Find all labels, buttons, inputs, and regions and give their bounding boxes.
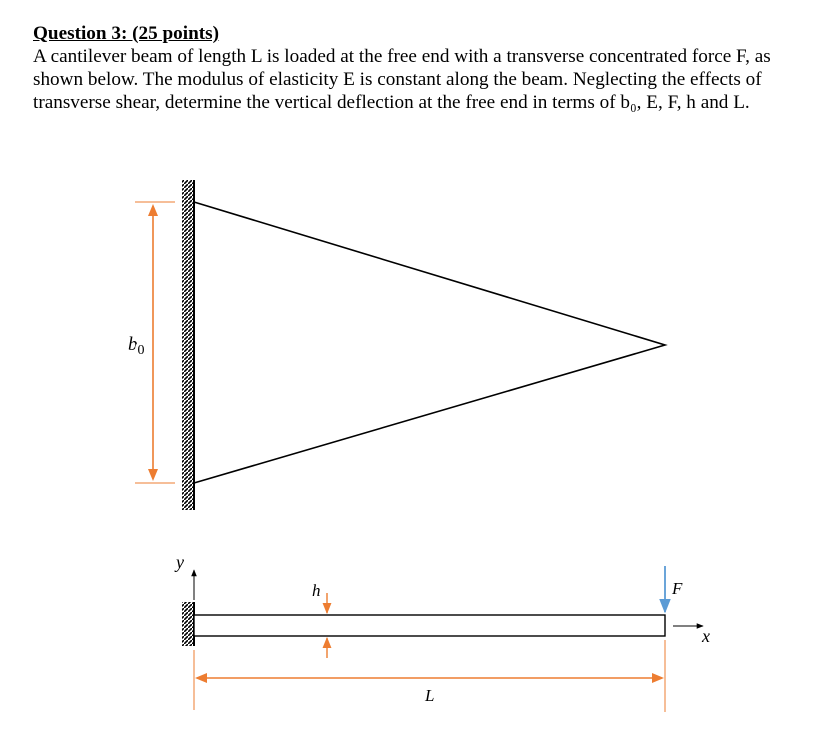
label-f: F [672, 579, 683, 598]
label-l: L [425, 686, 435, 705]
question-title: Question 3: (25 points) [33, 23, 220, 44]
triangular-beam-plan [194, 202, 665, 483]
label-b0: $b_0$ [128, 334, 145, 358]
beam-side [194, 615, 665, 636]
side-view [174, 552, 710, 712]
label-y: y [176, 552, 184, 572]
question-text: A cantilever beam of length L is loaded at the free end with a transverse concentrated force F, as shown below. The modulus of elasticity E is constant along the beam. Neglecting the effects of transverse shear, determine the vertical deflection at the free end in terms of b₀, E, F, h and L. [33, 46, 771, 113]
dimension-length-arrow-left [195, 673, 207, 683]
dimension-b0-arrow-up [148, 204, 158, 216]
wall-support-side [182, 602, 194, 646]
label-h: h [312, 581, 321, 600]
dimension-length-arrow-right [652, 673, 664, 683]
label-x: x [702, 626, 710, 646]
dimension-b0-arrow-down [148, 469, 158, 481]
top-view [128, 180, 665, 510]
wall-support-top [182, 180, 194, 510]
